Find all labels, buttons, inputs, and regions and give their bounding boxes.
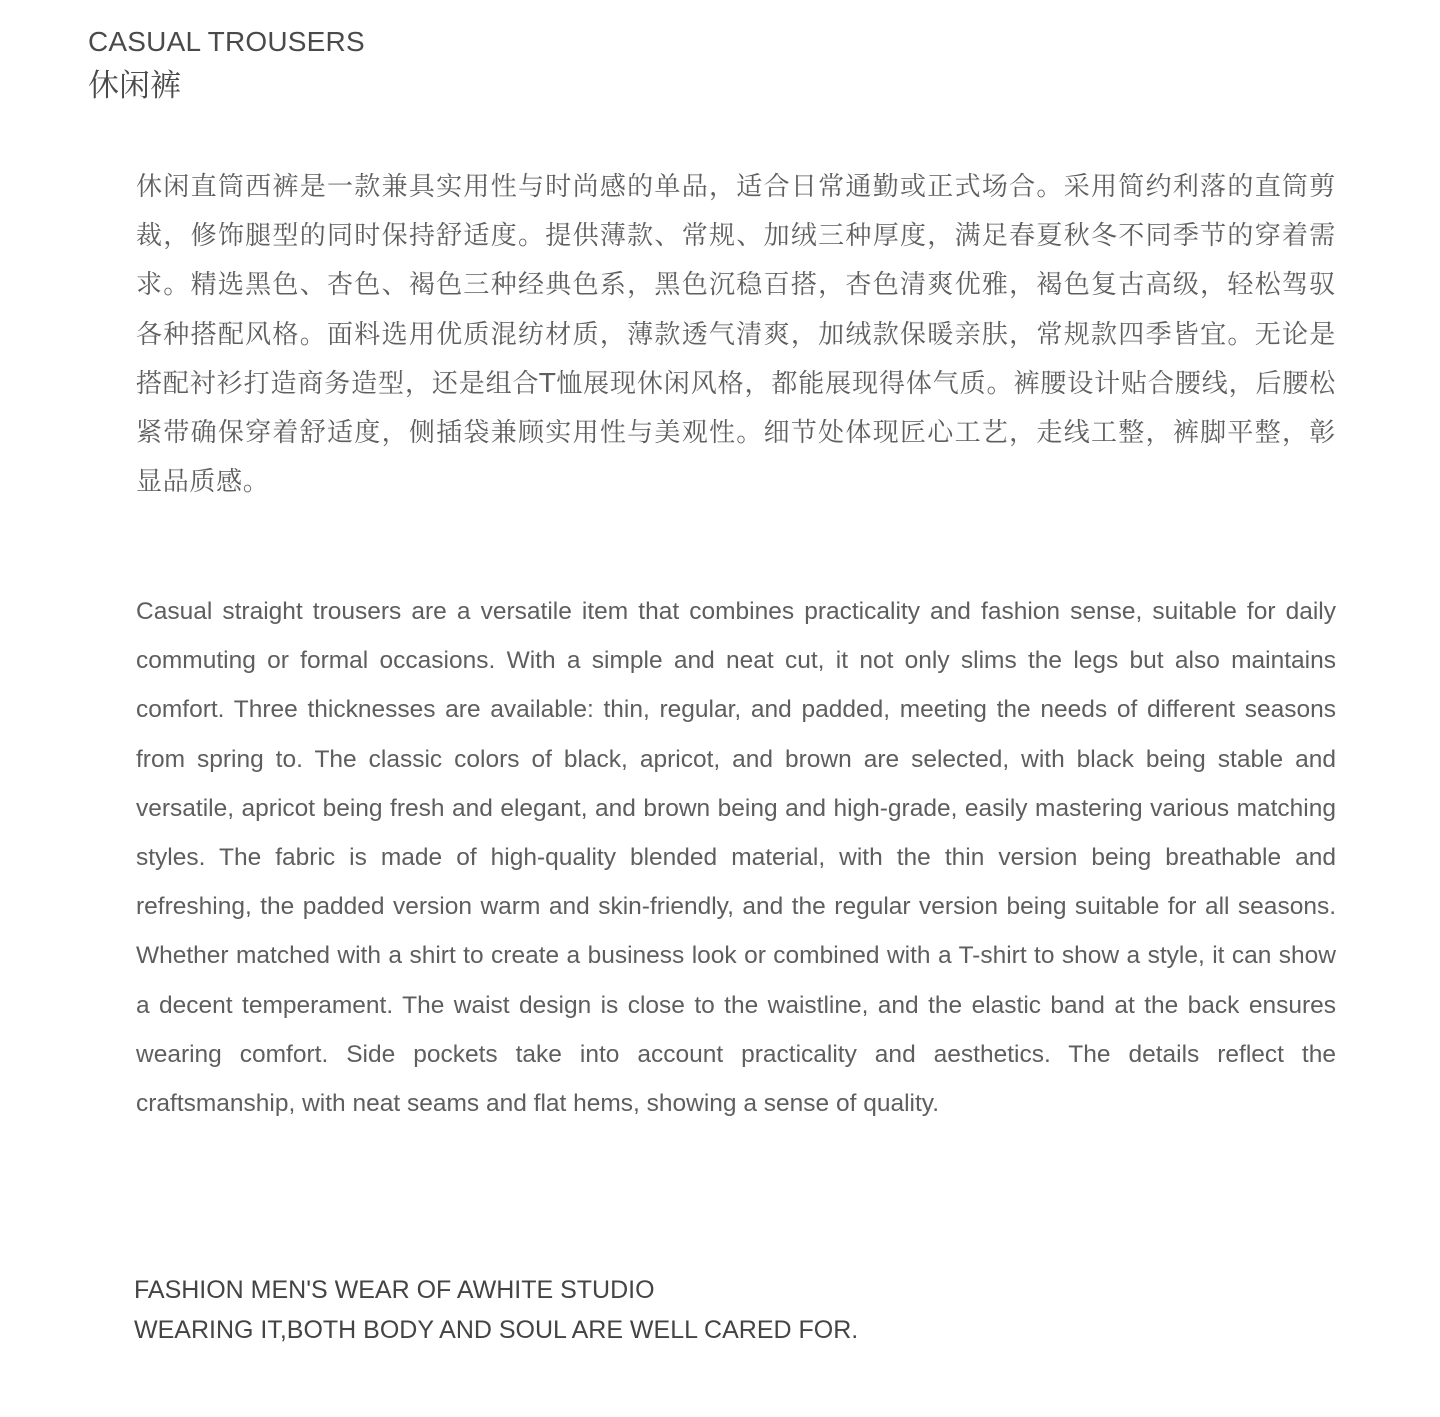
product-header xyxy=(88,26,365,106)
slogan-line-2: WEARING IT,BOTH BODY AND SOUL ARE WELL CARED FOR. xyxy=(134,1316,859,1344)
product-title-zh: 休闲裤 xyxy=(88,68,181,104)
brand-slogan xyxy=(134,1270,858,1350)
product-title-en: CASUAL TROUSERS xyxy=(88,26,365,57)
description-en: Casual straight trousers are a versatile item that combines practicality and fashion sense, suitable for daily commuting or formal occasions. With a simple and neat cut, it not only slims the legs but also maintains comfort. Three thicknesses are available: thin, regular, and padded, meeting the needs of different seasons from spring to. The classic colors of black, apricot, and brown are selected, with black being stable and versatile, apricot being fresh and elegant, and brown being and high-grade, easily mastering various matching styles. The fabric is made of high-quality blended material, with the thin version being breathable and refreshing, the padded version warm and skin-friendly, and the regular version being suitable for all seasons. Whether matched with a shirt to create a business look or combined with a T-shirt to show a style, it can show a decent temperament. The waist design is close to the waistline, and the elastic band at the back ensures wearing comfort. Side pockets take into account practicality and aesthetics. The details reflect the craftsmanship, with neat seams and flat hems, showing a sense of quality. xyxy=(136,598,1336,1118)
description-zh: 休闲直筒西裤是一款兼具实用性与时尚感的单品，适合日常通勤或正式场合。采用简约利落的直筒剪裁，修饰腿型的同时保持舒适度。提供薄款、常规、加绒三种厚度，满足春夏秋冬不同季节的穿着需求。精选黑色、杏色、褐色三种经典色系，黑色沉稳百搭，杏色清爽优雅，褐色复古高级，轻松驾驭各种搭配风格。面料选用优质混纺材质，薄款透气清爽，加绒款保暖亲肤，常规款四季皆宜。无论是搭配衬衫打造商务造型，还是组合T恤展现休闲风格，都能展现得体气质。裤腰设计贴合腰线，后腰松紧带确保穿着舒适度，侧插袋兼顾实用性与美观性。细节处体现匠心工艺，走线工整，裤脚平整，彰显品质感。 xyxy=(136,172,1336,498)
slogan-line-1: FASHION MEN'S WEAR OF AWHITE STUDIO xyxy=(134,1276,655,1304)
